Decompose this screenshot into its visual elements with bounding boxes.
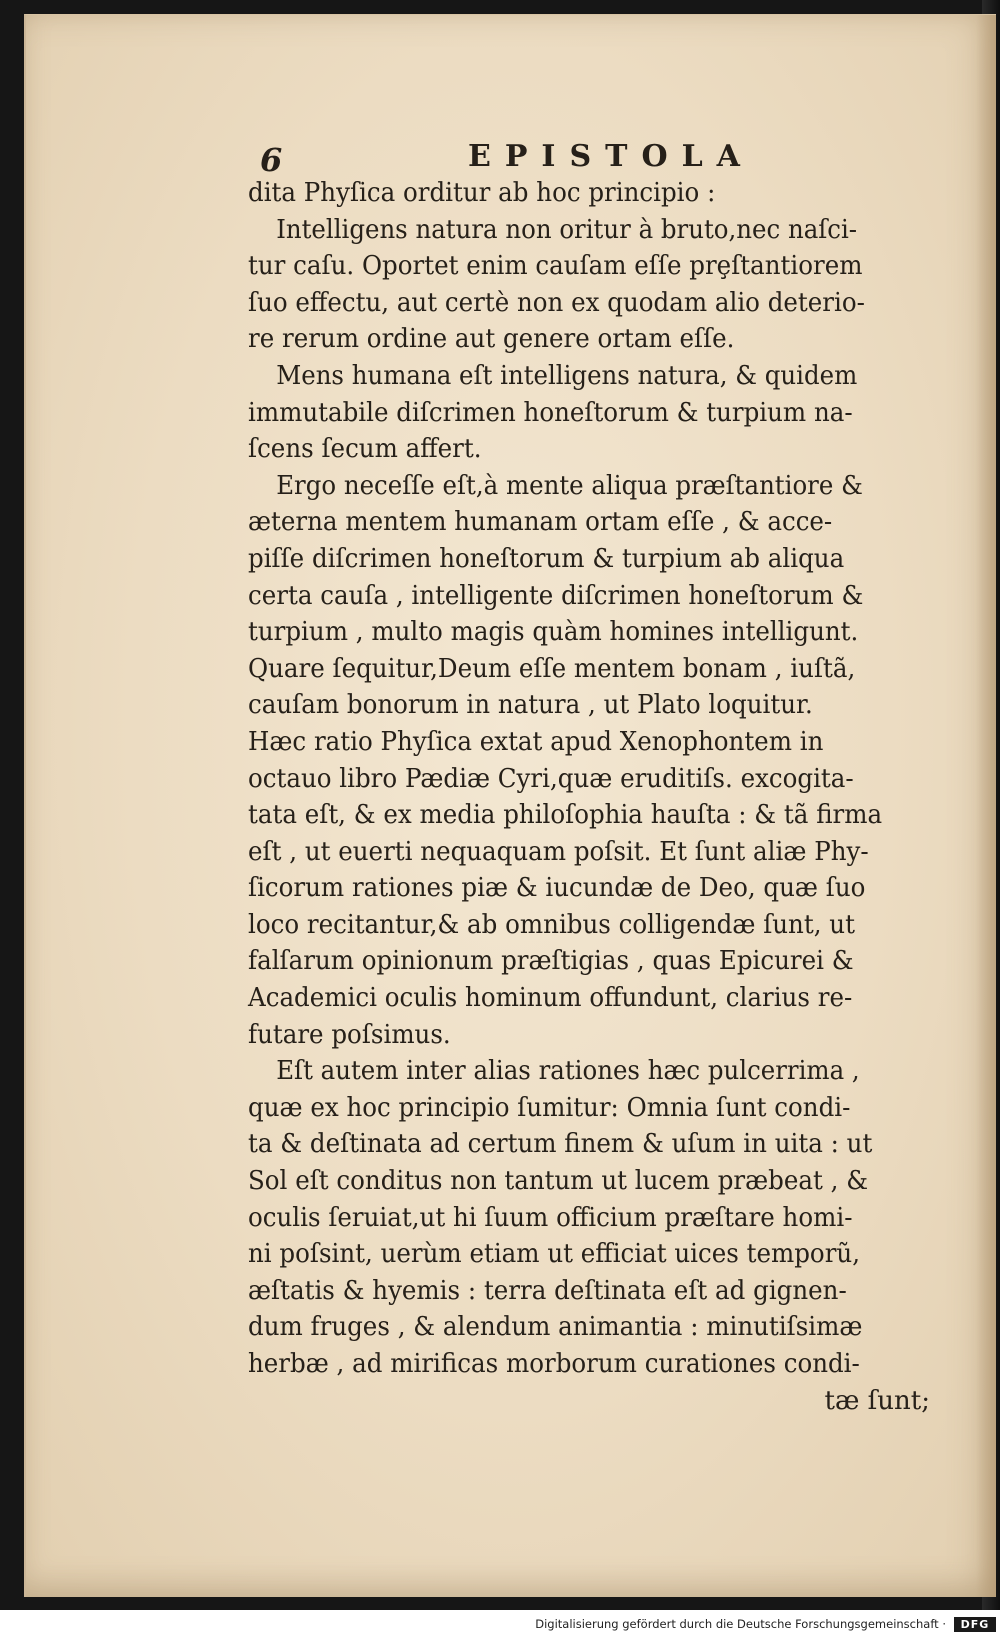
text-line: Sol eſt conditus non tantum ut lucem præbeat , & (248, 1166, 869, 1197)
text-line: Eſt autem inter alias rationes hæc pulcerrima , (276, 1056, 860, 1087)
text-line: futare poſsimus. (248, 1019, 451, 1050)
text-line: Intelligens natura non oritur à bruto,nec naſci- (276, 214, 858, 245)
text-line: ſcens ſecum affert. (248, 434, 482, 465)
body-text (248, 175, 948, 1383)
text-line: ni poſsint, uerùm etiam ut efficiat uices temporũ, (248, 1239, 860, 1270)
text-line: immutabile diſcrimen honeſtorum & turpium na- (248, 397, 853, 428)
funding-notice: Digitalisierung gefördert durch die Deutsche Forschungsgemeinschaft · (535, 1617, 946, 1631)
page-number: 6 (260, 141, 283, 179)
running-head: EPISTOLA (468, 139, 754, 174)
footer-bar (0, 1610, 1000, 1639)
text-line: loco recitantur,& ab omnibus colligendæ ſunt, ut (248, 909, 855, 940)
text-line: æſtatis & hyemis : terra deſtinata eſt ad gignen- (248, 1275, 847, 1306)
text-line: Mens humana eſt intelligens natura, & quidem (276, 360, 858, 391)
text-line: re rerum ordine aut genere ortam eſſe. (248, 324, 735, 355)
text-line: herbæ , ad mirificas morborum curationes condi- (248, 1349, 860, 1379)
text-line: Ergo neceſſe eſt,à mente aliqua præſtantiore & (276, 470, 863, 501)
dfg-logo: DFG (954, 1617, 996, 1632)
text-line: dita Phyſica orditur ab hoc principio : (248, 178, 716, 208)
text-line: falſarum opinionum præſtigias , quas Epicurei & (248, 946, 854, 977)
text-line: Academici oculis hominum offundunt, clarius re- (248, 983, 853, 1014)
text-line: oculis ſeruiat,ut hi ſuum officium præſtare homi- (248, 1202, 853, 1233)
text-line: Quare ſequitur,Deum eſſe mentem bonam , iuſtã, (248, 653, 856, 684)
catchword: tæ ſunt; (824, 1385, 930, 1416)
text-line: ta & deſtinata ad certum finem & uſum in uita : ut (248, 1129, 873, 1160)
text-line: tata eſt, & ex media philoſophia hauſta : & tã firma (248, 800, 883, 831)
text-line: ſuo effectu, aut certè non ex quodam alio deterio- (248, 287, 865, 318)
text-line: piſſe diſcrimen honeſtorum & turpium ab aliqua (248, 543, 845, 574)
page-fold-shadow (976, 15, 996, 1597)
text-line: octauo libro Pædiæ Cyri,quæ eruditiſs. excogita- (248, 763, 854, 794)
page-text-block (248, 135, 948, 1419)
text-line: dum fruges , & alendum animantia : minutiſsimæ (248, 1312, 863, 1343)
text-line: æterna mentem humanam ortam eſſe , & acce- (248, 507, 833, 538)
text-line: ſicorum rationes piæ & iucundæ de Deo, quæ ſuo (248, 873, 866, 904)
text-line: cauſam bonorum in natura , ut Plato loquitur. (248, 690, 813, 721)
text-line: quæ ex hoc principio ſumitur: Omnia ſunt condi- (248, 1092, 851, 1123)
text-line: turpium , multo magis quàm homines intelligunt. (248, 617, 859, 648)
text-line: certa cauſa , intelligente diſcrimen honeſtorum & (248, 580, 864, 611)
text-line: Hæc ratio Phyſica extat apud Xenophontem in (248, 726, 824, 757)
page-header (248, 135, 948, 179)
text-line: tur caſu. Oportet enim cauſam eſſe prȩſtantiorem (248, 251, 863, 282)
text-line: eſt , ut euerti nequaquam poſsit. Et ſunt aliæ Phy- (248, 836, 869, 867)
